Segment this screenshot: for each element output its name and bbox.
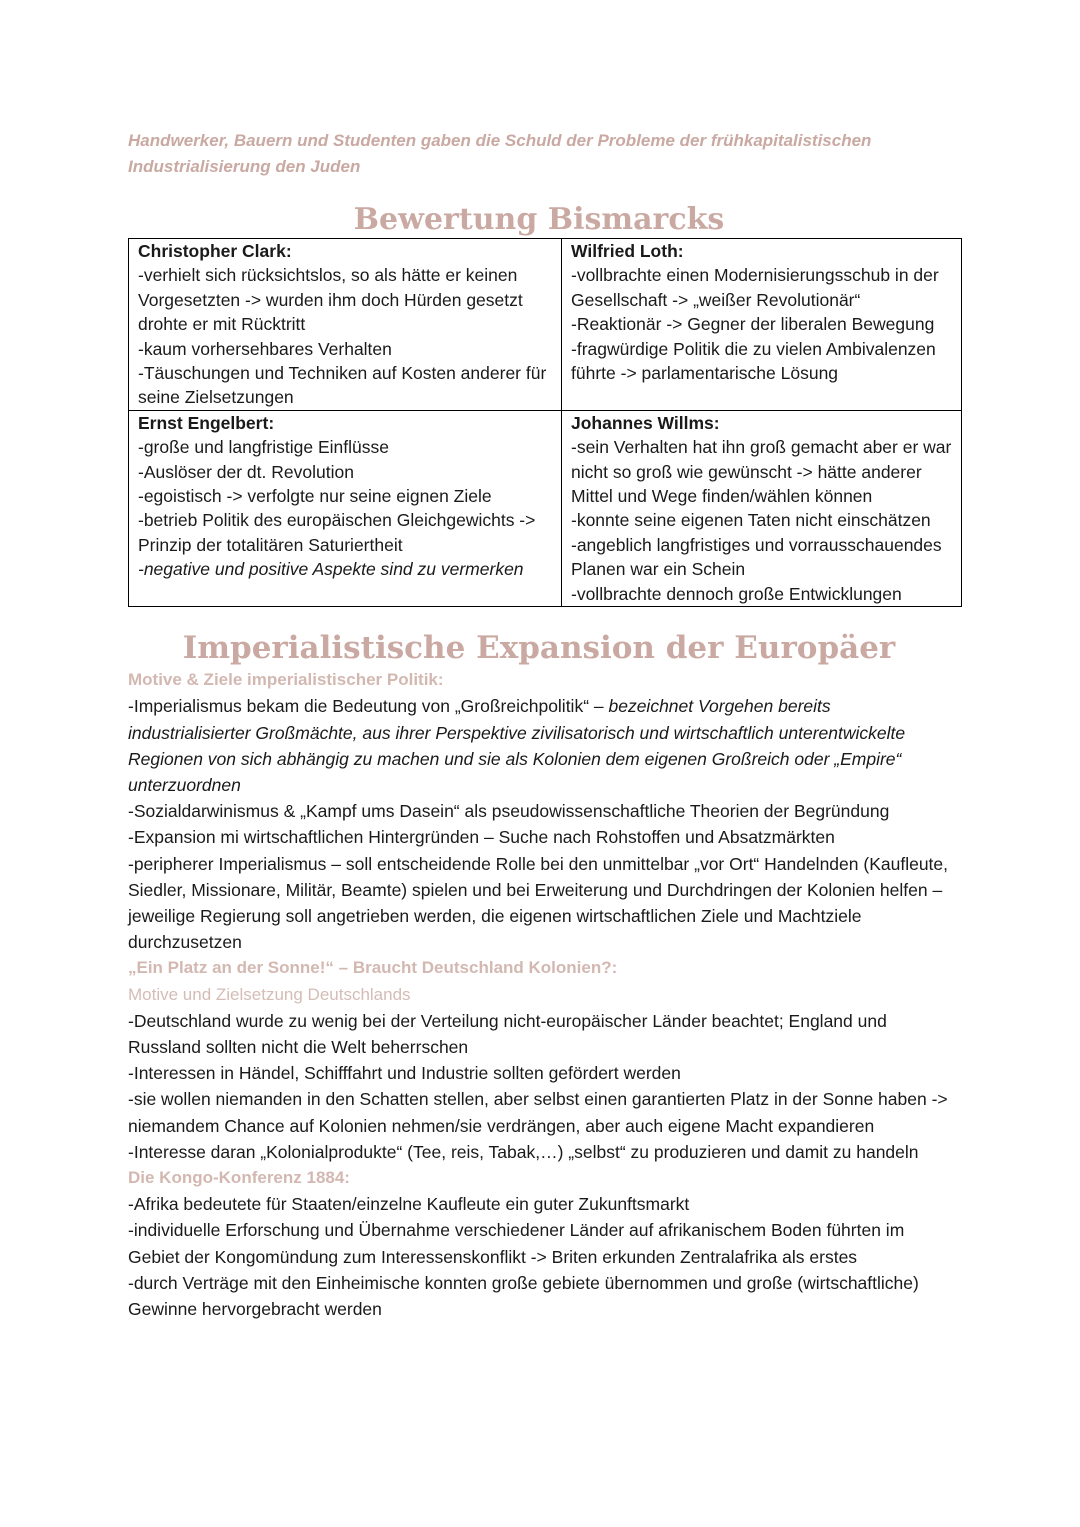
paragraph-line: -individuelle Erforschung und Übernahme verschiedener Länder auf afrikanischem Boden führten im Gebiet der Kongomündung zum Interessenskonflikt -> Briten erkunden Zentralafrika als erstes — [128, 1220, 905, 1267]
definition-normal: -Imperialismus bekam die Bedeutung von „Großreichpolitik“ – — [128, 696, 609, 717]
cell-line: -sein Verhalten hat ihn groß gemacht aber er war nicht so groß wie gewünscht -> hätte anderer Mittel und Wege finden/wählen können — [571, 437, 952, 507]
subheading-sonne: „Ein Platz an der Sonne!“ – Braucht Deutschland Kolonien?: — [128, 958, 618, 978]
subheading-motive: Motive & Ziele imperialistischer Politik: — [128, 670, 444, 690]
cell-line-italic: -negative und positive Aspekte sind zu vermerken — [138, 559, 524, 580]
cell-line: -betrieb Politik des europäischen Gleichgewichts -> Prinzip der totalitären Saturiertheit — [138, 510, 536, 555]
cell-line: -vollbrachte einen Modernisierungsschub in der Gesellschaft -> „weißer Revolutionär“ — [571, 265, 939, 310]
historian-name: Johannes Willms: — [571, 412, 720, 433]
paragraph-imperialism-definition — [128, 693, 950, 798]
intro-note: Handwerker, Bauern und Studenten gaben die Schuld der Probleme der frühkapitalistischen Industrialisierung den Juden — [128, 131, 872, 176]
cell-line: -große und langfristige Einflüsse — [138, 437, 389, 458]
cell-engelbert — [129, 410, 562, 606]
cell-willms — [562, 410, 962, 606]
cell-line: -angeblich langfristiges und vorrausschauendes Planen war ein Schein — [571, 534, 942, 580]
document-page — [128, 128, 950, 1322]
historian-assessment-table — [128, 238, 962, 607]
table-row — [129, 410, 962, 606]
cell-line: -egoistisch -> verfolgte nur seine eignen Ziele — [138, 486, 492, 507]
historian-name: Wilfried Loth: — [571, 241, 684, 261]
historian-name: Christopher Clark: — [138, 241, 292, 261]
paragraph-line: -sie wollen niemanden in den Schatten stellen, aber selbst einen garantierten Platz in der Sonne haben -> niemandem Chance auf Kolonien nehmen/sie verdrängen, aber auch eigene Macht expandieren — [128, 1089, 948, 1136]
cell-line: -verhielt sich rücksichtslos, so als hätte er keinen Vorgesetzten -> wurden ihm doch Hürden gesetzt drohte er mit Rücktritt — [138, 265, 523, 335]
cell-line: -fragwürdige Politik die zu vielen Ambivalenzen führte -> parlamentarische Lösung — [571, 338, 936, 384]
subheading-deutschland: Motive und Zielsetzung Deutschlands — [128, 984, 411, 1004]
paragraph-line: -Deutschland wurde zu wenig bei der Verteilung nicht-europäischer Länder beachtet; England und Russland sollten nicht die Welt beherrschen — [128, 1010, 887, 1057]
paragraph-line: -Sozialdarwinismus & „Kampf ums Dasein“ als pseudowissenschaftliche Theorien der Begründung — [128, 801, 890, 822]
cell-line: -Täuschungen und Techniken auf Kosten anderer für seine Zielsetzungen — [138, 363, 547, 408]
cell-line: -vollbrachte dennoch große Entwicklungen — [571, 583, 902, 604]
cell-line: -konnte seine eigenen Taten nicht einschätzen — [571, 510, 931, 531]
cell-line: -Reaktionär -> Gegner der liberalen Bewegung — [571, 314, 935, 335]
definition-italic: bezeichnet Vorgehen bereits industrialisierter Großmächte, aus ihrer Perspektive zivilisatorisch und wirtschaftlich unterentwickelte Regionen von sich abhängig zu machen und sie als Kolonien dem eigenen Großreich oder „Empire“ unterzuordnen — [128, 696, 906, 795]
cell-clark — [129, 239, 562, 411]
paragraph-line: -peripherer Imperialismus – soll entscheidende Rolle bei den unmittelbar „vor Ort“ Handelnden (Kaufleute, Siedler, Missionare, Militär, Beamte) spielen und bei Erweiterung und Durchdringen der Kolonien helfen – jeweilige Regierung soll angetrieben werden, die eigenen wirtschaftlichen Ziele und Machtziele durchzusetzen — [128, 853, 949, 953]
paragraph-line: -Afrika bedeutete für Staaten/einzelne Kaufleute ein guter Zukunftsmarkt — [128, 1194, 690, 1215]
paragraph-line: -durch Verträge mit den Einheimische konnten große gebiete übernommen und große (wirtschaftliche) Gewinne hervorgebracht werden — [128, 1272, 919, 1319]
section-title-bismarck: Bewertung Bismarcks — [353, 202, 725, 237]
cell-loth — [562, 239, 962, 411]
cell-line: -Auslöser der dt. Revolution — [138, 461, 354, 482]
paragraph-line: -Interessen in Händel, Schifffahrt und Industrie sollten gefördert werden — [128, 1063, 681, 1084]
cell-line: -kaum vorhersehbares Verhalten — [138, 338, 392, 359]
historian-name: Ernst Engelbert: — [138, 412, 275, 433]
section-title-imperialism: Imperialistische Expansion der Europäer — [182, 630, 896, 667]
table-row — [129, 239, 962, 411]
paragraph-line: -Interesse daran „Kolonialprodukte“ (Tee, reis, Tabak,…) „selbst“ zu produzieren und damit zu handeln — [128, 1141, 919, 1162]
subheading-kongo: Die Kongo-Konferenz 1884: — [128, 1167, 350, 1187]
paragraph-line: -Expansion mi wirtschaftlichen Hintergründen – Suche nach Rohstoffen und Absatzmärkten — [128, 827, 835, 848]
